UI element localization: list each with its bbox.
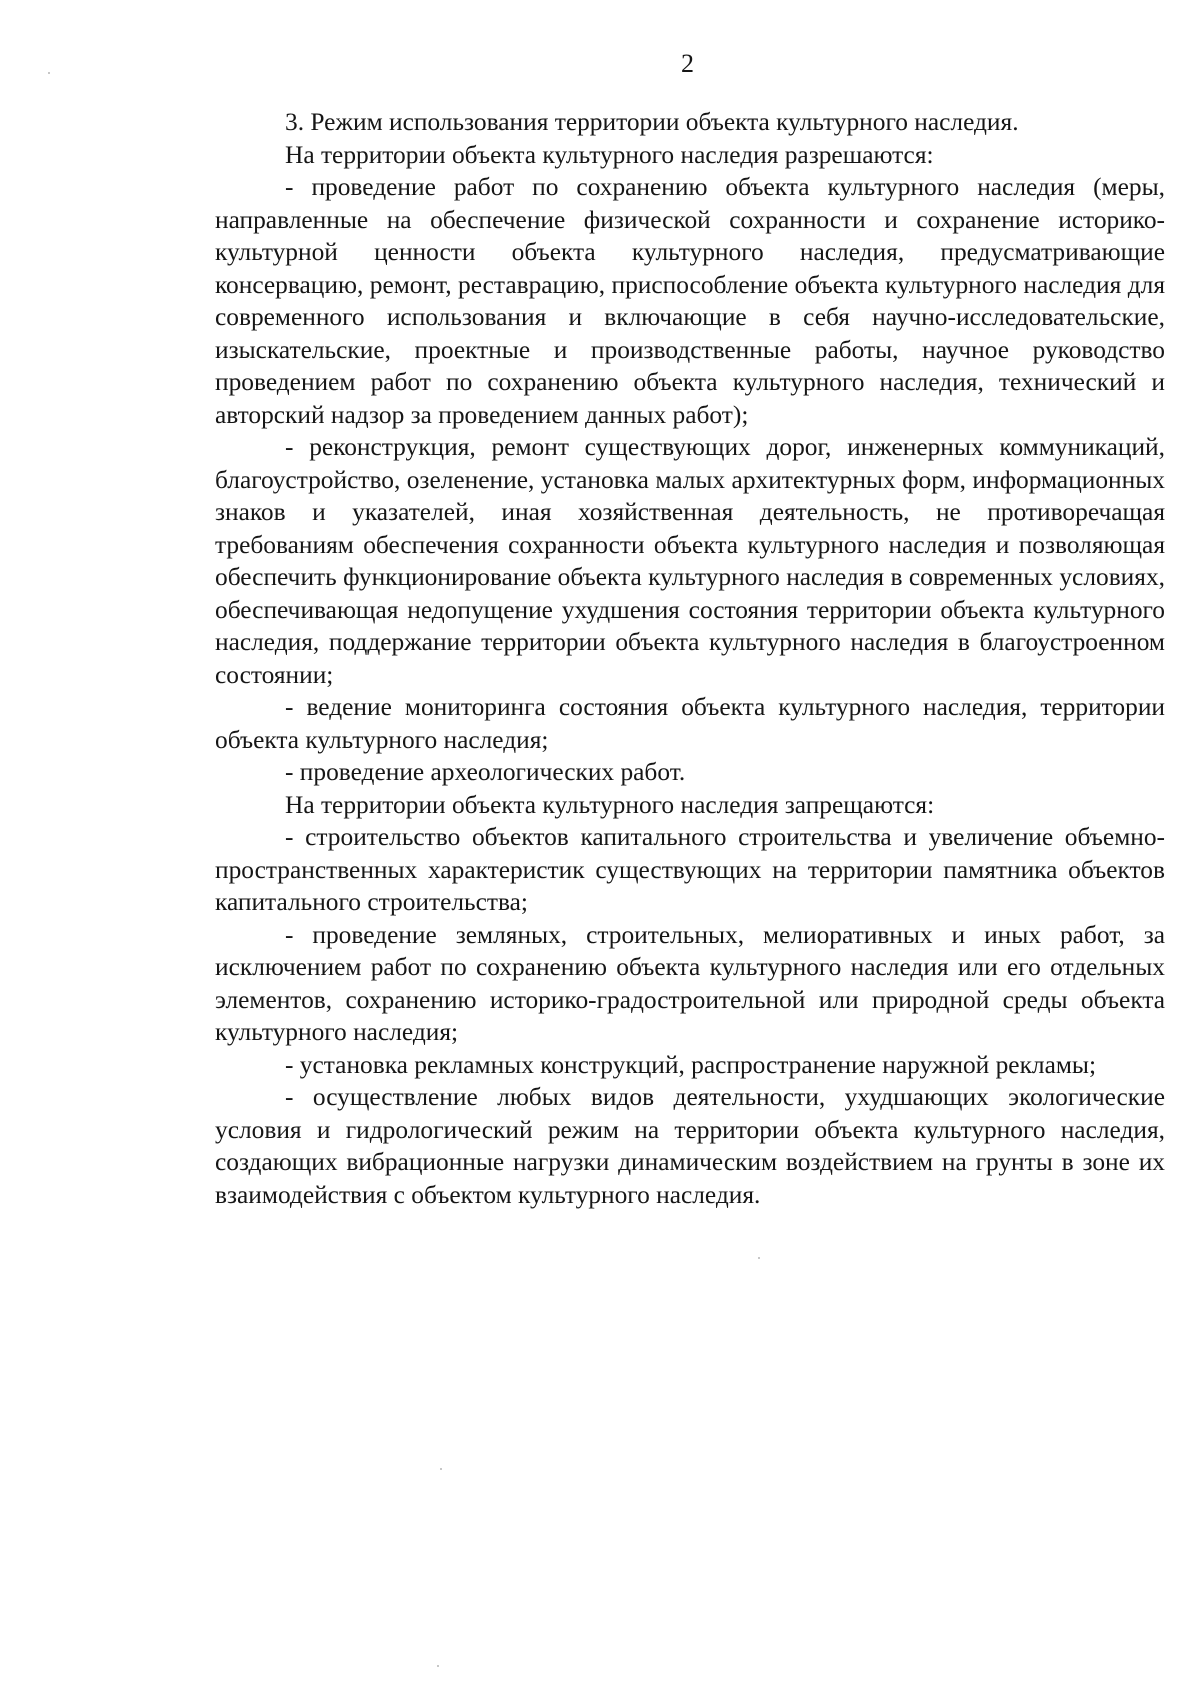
paragraph-permitted-preservation-works: - проведение работ по сохранению объекта культурного наследия (меры, направленные на обеспечение физической сохранности и сохранение историко-культурной ценности объекта культурного наследия, предусматривающие консервацию, ремонт, реставрацию, приспособление объекта культурного наследия для современного использования и включающие в себя научно-исследовательские, изыскательские, проектные и производственные работы, научное руководство проведением работ по сохранению объекта культурного наследия, технический и авторский надзор за проведением данных работ); — [215, 173, 1165, 429]
paragraph-permitted-monitoring: - ведение мониторинга состояния объекта культурного наследия, территории объекта культурного наследия; — [215, 693, 1165, 754]
paragraph-permitted-archaeology: - проведение археологических работ. — [285, 758, 686, 786]
paragraph-permitted-intro: На территории объекта культурного наследия разрешаются: — [285, 140, 934, 169]
scan-speck — [758, 1257, 760, 1259]
paragraph-permitted-reconstruction: - реконструкция, ремонт существующих дорог, инженерных коммуникаций, благоустройство, озеленение, установка малых архитектурных форм, информационных знаков и указателей, иная хозяйственная деятельность, не противоречащая требованиям обеспечения сохранности объекта культурного наследия и позволяющая обеспечить функционирование объекта культурного наследия в современных условиях, обеспечивающая недопущение ухудшения состояния территории объекта культурного наследия, поддержание территории объекта культурного наследия в благоустроенном состоянии; — [215, 433, 1165, 689]
paragraph-prohibited-earthworks: - проведение земляных, строительных, мелиоративных и иных работ, за исключением работ по сохранению объекта культурного наследия или его отдельных элементов, сохранению историко-градостроительной или природной среды объекта культурного наследия; — [215, 920, 1165, 1046]
scan-speck — [437, 1665, 439, 1667]
paragraph-prohibited-construction: - строительство объектов капитального строительства и увеличение объемно-пространственных характеристик существующих на территории памятника объектов капитального строительства; — [215, 823, 1165, 916]
page-number: 2 — [681, 49, 694, 78]
document-body — [215, 106, 1165, 1211]
paragraph-prohibited-harmful-activities: - осуществление любых видов деятельности, ухудшающих экологические условия и гидрологический режим на территории объекта культурного наследия, создающих вибрационные нагрузки динамическим воздействием на грунты в зоне их взаимодействия с объектом культурного наследия. — [215, 1083, 1165, 1209]
scan-speck — [440, 1468, 442, 1470]
paragraph-prohibited-intro: На территории объекта культурного наследия запрещаются: — [285, 790, 935, 819]
section-heading: 3. Режим использования территории объекта культурного наследия. — [285, 108, 1019, 136]
paragraph-prohibited-advertising: - установка рекламных конструкций, распространение наружной рекламы; — [285, 1050, 1097, 1079]
scan-speck — [48, 72, 50, 74]
